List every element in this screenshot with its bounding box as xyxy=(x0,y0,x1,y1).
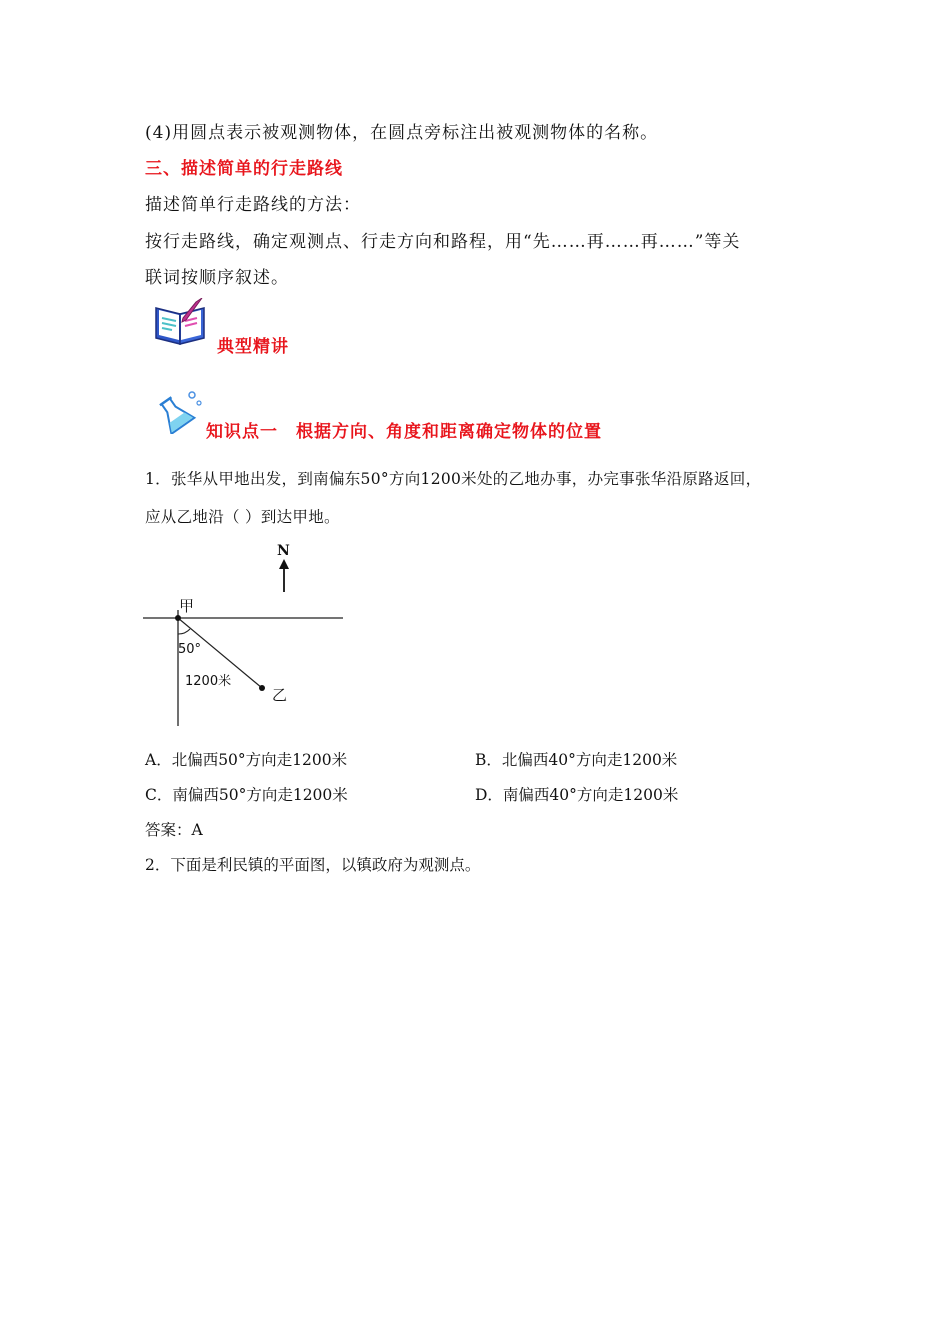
north-label: N xyxy=(277,543,290,559)
q1-line-2: 应从乙地沿（ ）到达甲地。 xyxy=(145,508,340,526)
q1-line-1: 1．张华从甲地出发，到南偏东50°方向1200米处的乙地办事，办完事张华沿原路返回， xyxy=(145,470,762,488)
point-b-label: 乙 xyxy=(272,686,288,704)
method-title: 描述简单行走路线的方法： xyxy=(145,195,361,215)
knowledge-heading: 知识点一 根据方向、角度和距离确定物体的位置 xyxy=(206,422,602,442)
option-a: A．北偏西50°方向走1200米 xyxy=(145,751,348,769)
q1-answer: 答案：A xyxy=(145,821,203,839)
book-icon xyxy=(152,298,210,348)
typical-heading: 典型精讲 xyxy=(217,337,289,357)
north-arrow-head xyxy=(279,559,289,569)
method-line-2: 联词按顺序叙述。 xyxy=(145,268,289,288)
q2-line-1: 2．下面是利民镇的平面图，以镇政府为观测点。 xyxy=(145,856,481,874)
section3-heading: 三、描述简单的行走路线 xyxy=(145,159,343,179)
option-b: B．北偏西40°方向走1200米 xyxy=(475,751,678,769)
method-line-1: 按行走路线，确定观测点、行走方向和路程，用“先……再……再……”等关 xyxy=(145,232,741,252)
flask-icon xyxy=(154,390,204,434)
direction-figure xyxy=(140,540,350,730)
option-d: D．南偏西40°方向走1200米 xyxy=(475,786,679,804)
angle-arc xyxy=(178,629,190,634)
angle-label: 50° xyxy=(178,642,202,657)
option-c: C．南偏西50°方向走1200米 xyxy=(145,786,348,804)
prev-item-4: (4)用圆点表示被观测物体，在圆点旁标注出被观测物体的名称。 xyxy=(145,123,659,143)
point-a-label: 甲 xyxy=(179,597,195,615)
distance-label: 1200米 xyxy=(185,674,232,689)
point-b-dot xyxy=(259,685,265,691)
